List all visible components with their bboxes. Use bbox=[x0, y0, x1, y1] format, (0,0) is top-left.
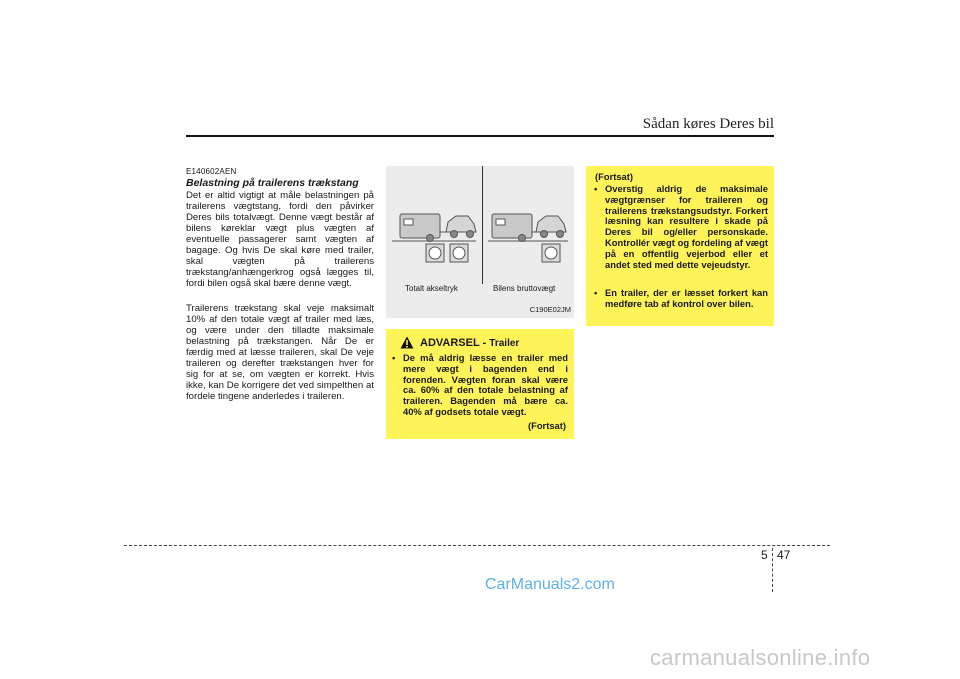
continued-bullet-2 bbox=[594, 288, 768, 310]
footer-rule bbox=[124, 545, 830, 546]
trailer-weight-figure bbox=[386, 166, 574, 318]
body-paragraph-1: Det er altid vigtigt at måle belastningen på trailerens vægtstang, fordi den påvirker Deres bils totalvægt. Denne vægt består af bilens køreklar vægt plus vægten af eventuelle passagerer samt vægten af bagage. Og hvis De skal køre med trailer, skal vægten på trailerens trækstang/anhængerkrog også lægges til, fordi bilen også skal bære denne vægt. bbox=[186, 190, 374, 289]
figure-divider bbox=[482, 166, 483, 284]
page-section-number: 5 bbox=[761, 548, 768, 562]
trailer-weighing-illustration bbox=[386, 166, 574, 284]
section-heading: Belastning på trailerens trækstang bbox=[186, 177, 359, 189]
bullet-marker: • bbox=[594, 183, 598, 194]
watermark-bottom: carmanualsonline.info bbox=[650, 645, 871, 670]
page-number: 47 bbox=[777, 548, 791, 562]
warning-bullet bbox=[392, 353, 568, 418]
continued-bullet-1-text: Overstig aldrig de maksimale vægtgrænser for traileren og trailerens trækstangsudstyr. Forkert læsning kan resultere i skade på Deres bil og/eller personskade. Kontrollér vægt og fordeling af vægt på en offentlig vejerbod eller et andet sted med dette vejeudstyr. bbox=[605, 183, 768, 270]
warning-continued-label: (Fortsat) bbox=[527, 420, 566, 431]
warning-box bbox=[386, 329, 574, 439]
body-paragraph-2: Trailerens trækstang skal veje maksimalt 10% af den totale vægt af trailer med læs, og være under den tilladte maksimale belastning på trækstangen. Når De er færdig med at læsse traileren, skal De veje traileren og derefter trækstangen hver for sig for at se, om vægten er korrekt. Hvis ikke, kan De korrigere det ved simpelthen at fordele tingene anderledes i traileren. bbox=[186, 303, 374, 402]
warning-header bbox=[400, 336, 519, 349]
section-code: E140602AEN bbox=[186, 167, 237, 176]
warning-bullet-text: De må aldrig læsse en trailer med mere vægt i bagenden end i forenden. Vægten foran skal være ca. 60% af den totale belastning af traileren. Bagenden må bære ca. 40% af godsets totale vægt. bbox=[403, 352, 568, 417]
continued-bullet-2-text: En trailer, der er læsset forkert kan medføre tab af kontrol over bilen. bbox=[605, 287, 768, 309]
continued-heading: (Fortsat) bbox=[595, 171, 634, 182]
header-rule bbox=[186, 135, 774, 137]
figure-label-right: Bilens bruttovægt bbox=[493, 284, 556, 293]
watermark-top[interactable]: CarManuals2.com bbox=[485, 576, 615, 593]
warning-triangle-icon bbox=[400, 336, 414, 349]
page-header-title: Sådan køres Deres bil bbox=[642, 116, 774, 132]
continued-warning-box bbox=[586, 166, 774, 326]
warning-title: ADVARSEL - Trailer bbox=[420, 336, 520, 349]
continued-bullet-1 bbox=[594, 184, 768, 270]
page-number-divider bbox=[772, 548, 774, 592]
figure-label-left: Totalt akseltryk bbox=[405, 284, 458, 293]
bullet-marker: • bbox=[594, 287, 598, 298]
figure-code: C190E02JM bbox=[529, 305, 571, 314]
bullet-marker: • bbox=[392, 352, 396, 363]
